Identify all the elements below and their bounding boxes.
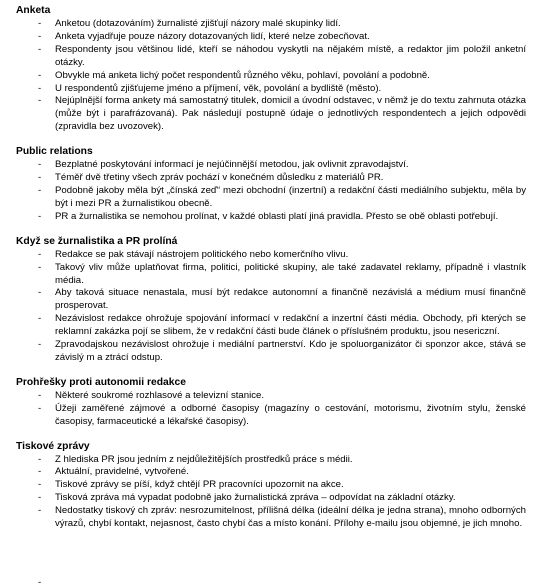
list-item: - Respondenty jsou většinou lidé, kteří se náhodou vyskytli na nějakém místě, a redaktor jim položil anketní otázky. — [16, 44, 528, 70]
list-item: - PR a žurnalistika se nemohou prolínat, v každé oblasti platí jiná pravidla. Přesto se obě oblasti potřebují. — [16, 211, 528, 224]
list-item: - Tisková zpráva má vypadat podobně jako žurnalistická zpráva – odpovídat na základní otázky. — [16, 492, 528, 505]
bullet-list — [16, 18, 528, 134]
section-heading: Prohřešky proti autonomii redakce — [16, 376, 186, 388]
trailing-bullet-marker: - — [38, 577, 42, 588]
section-zurnalistika-pr — [16, 235, 528, 365]
list-item: - Bezplatné poskytování informací je nejúčinnější metodou, jak ovlivnit zpravodajství. — [16, 159, 528, 172]
list-item: - Podobně jakoby měla být „čínská zeď“ mezi obchodní (inzertní) a redakční části mediálního subjektu, měla by být i mezi PR a žurnalistikou obecně. — [16, 185, 528, 211]
list-item: - Úžeji zaměřené zájmové a odborné časopisy (magazíny o cestování, motorismu, životním stylu, ženské časopisy, farmaceutické a lékařské časopisy). — [16, 403, 528, 429]
list-item: - Nejúplnější forma ankety má samostatný titulek, domicil a úvodní odstavec, v němž je do textu zahrnuta otázka (může být i parafrázovaná). Pak následují postupně údaje o jednotlivých respondentech a jejich odpovědi (zpravidla bez uvozovek). — [16, 95, 528, 134]
section-heading: Anketa — [16, 5, 51, 16]
list-item: - Aktuální, pravidelné, vytvořené. — [16, 466, 528, 479]
list-item: - Redakce se pak stávají nástrojem politického nebo komerčního vlivu. — [16, 249, 528, 262]
list-item: - Téměř dvě třetiny všech zpráv pochází v konečném důsledku z materiálů PR. — [16, 172, 528, 185]
bullet-list — [16, 390, 528, 429]
section-heading: Tiskové zprávy — [16, 440, 90, 452]
section-heading: Public relations — [16, 146, 93, 158]
bullet-list — [16, 454, 528, 531]
bullet-list — [16, 159, 528, 224]
list-item: - Tiskové zprávy se píší, když chtějí PR pracovníci upozornit na akce. — [16, 479, 528, 492]
list-item: - Nedostatky tiskový ch zpráv: nesrozumitelnost, přílišná délka (ideální délka je jedna strana), mnoho odborných výrazů, chybí kontakt, nejasnost, často chybí čas a místo konání. Přílohy e-mailu jsou objemné, je jich mnoho. — [16, 505, 528, 531]
list-item: - Nezávislost redakce ohrožuje spojování informací v redakční a inzertní části média. Obchody, při kterých se reklamní zakázka pojí se slibem, že v redakční části bude článek o příslušném produktu, jsou nesericzní. — [16, 313, 528, 339]
list-item: - U respondentů zjišťujeme jméno a příjmení, věk, povolání a bydliště (město). — [16, 83, 528, 96]
section-public-relations — [16, 145, 528, 224]
list-item: - Obvykle má anketa lichý počet respondentů různého věku, pohlaví, povolání a podobně. — [16, 70, 528, 83]
section-autonomie-redakce — [16, 376, 528, 429]
section-heading: Když se žurnalistika a PR prolíná — [16, 235, 178, 247]
list-item: - Takový vliv může uplatňovat firma, politici, politické skupiny, ale také zadavatel reklamy, případně i vlastník média. — [16, 262, 528, 288]
section-tiskove-zpravy — [16, 440, 528, 531]
section-anketa — [16, 4, 528, 134]
list-item: - Z hlediska PR jsou jedním z nejdůležitějších prostředků práce s médii. — [16, 454, 528, 467]
list-item: - Zpravodajskou nezávislost ohrožuje i mediální partnerství. Kdo je spoluorganizátor či sponzor akce, stává se závislý m a ztrácí odstup. — [16, 339, 528, 365]
list-item: - Některé soukromé rozhlasové a televizní stanice. — [16, 390, 528, 403]
bullet-list — [16, 249, 528, 365]
list-item: - Anketou (dotazováním) žurnalisté zjišťují názory malé skupinky lidí. — [16, 18, 528, 31]
list-item: - Anketa vyjadřuje pouze názory dotazovaných lidí, které nelze zobecňovat. — [16, 31, 528, 44]
list-item: - Aby taková situace nenastala, musí být redakce autonomní a finančně nezávislá a médium musí finančně prosperovat. — [16, 287, 528, 313]
